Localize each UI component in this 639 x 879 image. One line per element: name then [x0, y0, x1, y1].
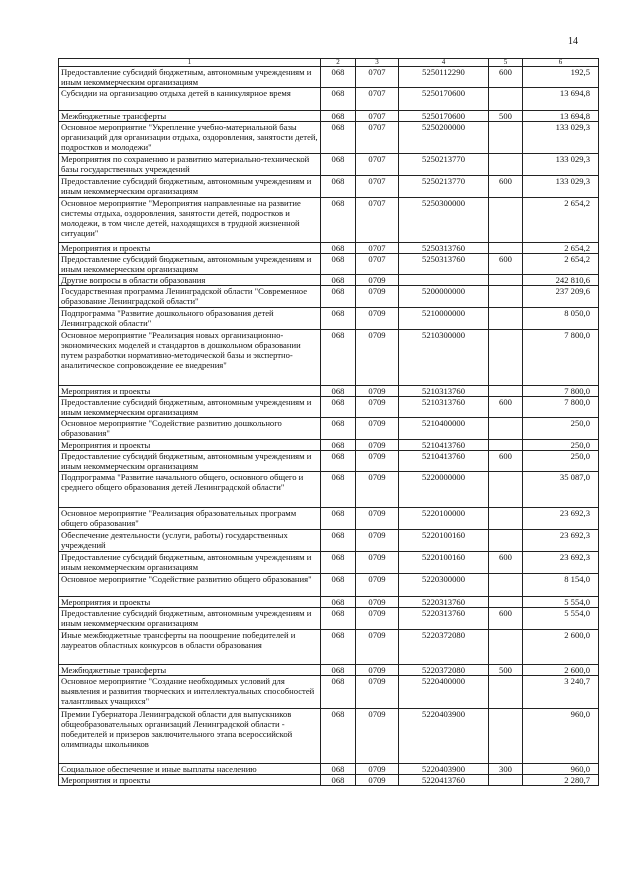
target-code-cell: 5250213770 — [399, 154, 489, 176]
expense-type-cell — [489, 472, 523, 508]
item-name-cell: Социальное обеспечение и иные выплаты населению — [59, 764, 321, 775]
ministry-code-cell: 068 — [321, 472, 356, 508]
amount-cell: 8 050,0 — [523, 308, 599, 330]
target-code-cell: 5250112290 — [399, 67, 489, 88]
expense-type-cell: 600 — [489, 397, 523, 418]
amount-cell: 250,0 — [523, 440, 599, 451]
item-name-cell: Мероприятия и проекты — [59, 597, 321, 608]
expense-type-cell — [489, 243, 523, 254]
target-code-cell — [399, 275, 489, 286]
amount-cell: 13 694,8 — [523, 111, 599, 122]
table-row — [59, 608, 599, 630]
amount-cell: 3 240,7 — [523, 676, 599, 709]
table-row — [59, 418, 599, 440]
table-row — [59, 198, 599, 243]
header-cell: 5 — [489, 59, 523, 67]
section-code-cell: 0709 — [356, 709, 399, 764]
amount-cell: 5 554,0 — [523, 597, 599, 608]
table-row — [59, 397, 599, 418]
expense-type-cell — [489, 198, 523, 243]
amount-cell: 35 087,0 — [523, 472, 599, 508]
target-code-cell: 5210313760 — [399, 397, 489, 418]
ministry-code-cell: 068 — [321, 709, 356, 764]
item-name-cell: Мероприятия и проекты — [59, 440, 321, 451]
target-code-cell: 5220403900 — [399, 764, 489, 775]
target-code-cell: 5220400000 — [399, 676, 489, 709]
table-row — [59, 764, 599, 775]
ministry-code-cell: 068 — [321, 176, 356, 198]
section-code-cell: 0707 — [356, 122, 399, 154]
ministry-code-cell: 068 — [321, 775, 356, 786]
item-name-cell: Государственная программа Ленинградской области "Современное образование Ленинградской области" — [59, 286, 321, 308]
ministry-code-cell: 068 — [321, 111, 356, 122]
table-row — [59, 275, 599, 286]
amount-cell: 192,5 — [523, 67, 599, 88]
section-code-cell: 0709 — [356, 764, 399, 775]
ministry-code-cell: 068 — [321, 154, 356, 176]
table-row — [59, 254, 599, 275]
header-row — [59, 59, 599, 67]
table-row — [59, 775, 599, 786]
expense-type-cell — [489, 630, 523, 665]
expense-type-cell — [489, 709, 523, 764]
ministry-code-cell: 068 — [321, 67, 356, 88]
amount-cell: 242 810,6 — [523, 275, 599, 286]
budget-table — [58, 58, 599, 786]
amount-cell: 250,0 — [523, 451, 599, 472]
section-code-cell: 0709 — [356, 508, 399, 530]
amount-cell: 2 600,0 — [523, 630, 599, 665]
table-row — [59, 630, 599, 665]
target-code-cell: 5210000000 — [399, 308, 489, 330]
ministry-code-cell: 068 — [321, 286, 356, 308]
ministry-code-cell: 068 — [321, 440, 356, 451]
item-name-cell: Основное мероприятие "Реализация образовательных программ общего образования" — [59, 508, 321, 530]
table-row — [59, 597, 599, 608]
expense-type-cell — [489, 440, 523, 451]
target-code-cell: 5220413760 — [399, 775, 489, 786]
ministry-code-cell: 068 — [321, 608, 356, 630]
ministry-code-cell: 068 — [321, 665, 356, 676]
expense-type-cell — [489, 88, 523, 111]
expense-type-cell — [489, 330, 523, 386]
item-name-cell: Предоставление субсидий бюджетным, автономным учреждениям и иным некоммерческим организациям — [59, 552, 321, 574]
ministry-code-cell: 068 — [321, 597, 356, 608]
section-code-cell: 0707 — [356, 67, 399, 88]
section-code-cell: 0707 — [356, 88, 399, 111]
item-name-cell: Иные межбюджетные трансферты на поощрение победителей и лауреатов областных конкурсов в области образования — [59, 630, 321, 665]
amount-cell: 133 029,3 — [523, 122, 599, 154]
amount-cell: 7 800,0 — [523, 397, 599, 418]
ministry-code-cell: 068 — [321, 254, 356, 275]
item-name-cell: Предоставление субсидий бюджетным, автономным учреждениям и иным некоммерческим организациям — [59, 176, 321, 198]
section-code-cell: 0709 — [356, 665, 399, 676]
target-code-cell: 5210413760 — [399, 451, 489, 472]
target-code-cell: 5220100160 — [399, 552, 489, 574]
target-code-cell: 5250200000 — [399, 122, 489, 154]
expense-type-cell: 600 — [489, 451, 523, 472]
target-code-cell: 5210313760 — [399, 386, 489, 397]
amount-cell: 2 654,2 — [523, 198, 599, 243]
amount-cell: 960,0 — [523, 709, 599, 764]
expense-type-cell: 600 — [489, 608, 523, 630]
section-code-cell: 0709 — [356, 597, 399, 608]
item-name-cell: Субсидии на организацию отдыха детей в каникулярное время — [59, 88, 321, 111]
section-code-cell: 0707 — [356, 154, 399, 176]
item-name-cell: Основное мероприятие "Укрепление учебно-материальной базы организаций для организации отдыха, оздоровления, занятости детей, подростков и молодежи" — [59, 122, 321, 154]
section-code-cell: 0709 — [356, 608, 399, 630]
target-code-cell: 5220100000 — [399, 508, 489, 530]
item-name-cell: Основное мероприятие "Создание необходимых условий для выявления и развития творческих и интеллектуальных способностей талантливых учащихся" — [59, 676, 321, 709]
item-name-cell: Межбюджетные трансферты — [59, 111, 321, 122]
section-code-cell: 0709 — [356, 574, 399, 597]
ministry-code-cell: 068 — [321, 386, 356, 397]
ministry-code-cell: 068 — [321, 552, 356, 574]
expense-type-cell — [489, 386, 523, 397]
table-row — [59, 176, 599, 198]
amount-cell: 2 600,0 — [523, 665, 599, 676]
target-code-cell: 5250300000 — [399, 198, 489, 243]
item-name-cell: Предоставление субсидий бюджетным, автономным учреждениям и иным некоммерческим организациям — [59, 608, 321, 630]
section-code-cell: 0709 — [356, 530, 399, 552]
target-code-cell: 5250170600 — [399, 88, 489, 111]
section-code-cell: 0709 — [356, 286, 399, 308]
amount-cell: 2 280,7 — [523, 775, 599, 786]
section-code-cell: 0709 — [356, 386, 399, 397]
item-name-cell: Подпрограмма "Развитие начального общего, основного общего и среднего общего образования детей Ленинградской области" — [59, 472, 321, 508]
amount-cell: 133 029,3 — [523, 154, 599, 176]
section-code-cell: 0709 — [356, 630, 399, 665]
expense-type-cell — [489, 530, 523, 552]
table-row — [59, 330, 599, 386]
table-row — [59, 88, 599, 111]
section-code-cell: 0707 — [356, 254, 399, 275]
table-row — [59, 676, 599, 709]
item-name-cell: Премии Губернатора Ленинградской области для выпускников общеобразовательных организаций Ленинградской области - победителей и призеров заключительного этапа всероссийской олимпиады школьников — [59, 709, 321, 764]
section-code-cell: 0709 — [356, 552, 399, 574]
expense-type-cell: 600 — [489, 552, 523, 574]
target-code-cell: 5220300000 — [399, 574, 489, 597]
amount-cell: 8 154,0 — [523, 574, 599, 597]
table-row — [59, 709, 599, 764]
expense-type-cell — [489, 418, 523, 440]
target-code-cell: 5220100160 — [399, 530, 489, 552]
expense-type-cell — [489, 775, 523, 786]
target-code-cell: 5250313760 — [399, 243, 489, 254]
amount-cell: 23 692,3 — [523, 552, 599, 574]
expense-type-cell: 600 — [489, 67, 523, 88]
expense-type-cell: 600 — [489, 254, 523, 275]
amount-cell: 250,0 — [523, 418, 599, 440]
item-name-cell: Обеспечение деятельности (услуги, работы) государственных учреждений — [59, 530, 321, 552]
target-code-cell: 5220372080 — [399, 665, 489, 676]
item-name-cell: Мероприятия по сохранению и развитию материально-технической базы государственных учреждений — [59, 154, 321, 176]
table-row — [59, 508, 599, 530]
table-row — [59, 286, 599, 308]
target-code-cell: 5220000000 — [399, 472, 489, 508]
item-name-cell: Предоставление субсидий бюджетным, автономным учреждениям и иным некоммерческим организациям — [59, 67, 321, 88]
expense-type-cell: 600 — [489, 176, 523, 198]
expense-type-cell — [489, 597, 523, 608]
table-row — [59, 552, 599, 574]
ministry-code-cell: 068 — [321, 88, 356, 111]
ministry-code-cell: 068 — [321, 308, 356, 330]
amount-cell: 5 554,0 — [523, 608, 599, 630]
amount-cell: 13 694,8 — [523, 88, 599, 111]
expense-type-cell — [489, 574, 523, 597]
header-cell: 4 — [399, 59, 489, 67]
ministry-code-cell: 068 — [321, 574, 356, 597]
section-code-cell: 0709 — [356, 275, 399, 286]
expense-type-cell: 500 — [489, 111, 523, 122]
ministry-code-cell: 068 — [321, 275, 356, 286]
target-code-cell: 5250170600 — [399, 111, 489, 122]
target-code-cell: 5210413760 — [399, 440, 489, 451]
table-row — [59, 472, 599, 508]
target-code-cell: 5200000000 — [399, 286, 489, 308]
target-code-cell: 5210300000 — [399, 330, 489, 386]
section-code-cell: 0709 — [356, 418, 399, 440]
item-name-cell: Предоставление субсидий бюджетным, автономным учреждениям и иным некоммерческим организациям — [59, 451, 321, 472]
section-code-cell: 0707 — [356, 176, 399, 198]
section-code-cell: 0709 — [356, 397, 399, 418]
item-name-cell: Предоставление субсидий бюджетным, автономным учреждениям и иным некоммерческим организациям — [59, 254, 321, 275]
table-row — [59, 665, 599, 676]
target-code-cell: 5250213770 — [399, 176, 489, 198]
target-code-cell: 5220372080 — [399, 630, 489, 665]
expense-type-cell — [489, 308, 523, 330]
ministry-code-cell: 068 — [321, 508, 356, 530]
section-code-cell: 0709 — [356, 676, 399, 709]
expense-type-cell — [489, 508, 523, 530]
section-code-cell: 0709 — [356, 308, 399, 330]
section-code-cell: 0709 — [356, 775, 399, 786]
target-code-cell: 5210400000 — [399, 418, 489, 440]
amount-cell: 7 800,0 — [523, 386, 599, 397]
amount-cell: 237 209,6 — [523, 286, 599, 308]
amount-cell: 7 800,0 — [523, 330, 599, 386]
item-name-cell: Мероприятия и проекты — [59, 243, 321, 254]
item-name-cell: Мероприятия и проекты — [59, 386, 321, 397]
section-code-cell: 0709 — [356, 440, 399, 451]
expense-type-cell — [489, 275, 523, 286]
table-row — [59, 530, 599, 552]
table-row — [59, 308, 599, 330]
header-cell: 2 — [321, 59, 356, 67]
amount-cell: 2 654,2 — [523, 243, 599, 254]
expense-type-cell — [489, 286, 523, 308]
header-cell: 3 — [356, 59, 399, 67]
section-code-cell: 0707 — [356, 111, 399, 122]
table-row — [59, 574, 599, 597]
table-row — [59, 122, 599, 154]
ministry-code-cell: 068 — [321, 330, 356, 386]
ministry-code-cell: 068 — [321, 676, 356, 709]
ministry-code-cell: 068 — [321, 198, 356, 243]
item-name-cell: Основное мероприятие "Мероприятия направленные на развитие системы отдыха, оздоровления, занятости детей, подростков и молодежи, в том числе детей, находящихся в трудной жизненной ситуации" — [59, 198, 321, 243]
item-name-cell: Подпрограмма "Развитие дошкольного образования детей Ленинградской области" — [59, 308, 321, 330]
ministry-code-cell: 068 — [321, 764, 356, 775]
table-row — [59, 154, 599, 176]
ministry-code-cell: 068 — [321, 243, 356, 254]
table-row — [59, 111, 599, 122]
item-name-cell: Межбюджетные трансферты — [59, 665, 321, 676]
expense-type-cell: 300 — [489, 764, 523, 775]
ministry-code-cell: 068 — [321, 530, 356, 552]
section-code-cell: 0709 — [356, 472, 399, 508]
ministry-code-cell: 068 — [321, 397, 356, 418]
item-name-cell: Основное мероприятие "Содействие развитию общего образования" — [59, 574, 321, 597]
target-code-cell: 5220313760 — [399, 608, 489, 630]
ministry-code-cell: 068 — [321, 630, 356, 665]
ministry-code-cell: 068 — [321, 122, 356, 154]
section-code-cell: 0707 — [356, 198, 399, 243]
expense-type-cell: 500 — [489, 665, 523, 676]
item-name-cell: Основное мероприятие "Содействие развитию дошкольного образования" — [59, 418, 321, 440]
amount-cell: 23 692,3 — [523, 508, 599, 530]
section-code-cell: 0707 — [356, 243, 399, 254]
ministry-code-cell: 068 — [321, 451, 356, 472]
table-body — [59, 67, 599, 786]
expense-type-cell — [489, 676, 523, 709]
item-name-cell: Основное мероприятие "Реализация новых организационно-экономических моделей и стандартов в дошкольном образовании путем разработки нормативно-методической базы и экспертно-аналитическое сопровождение ее внедрения" — [59, 330, 321, 386]
header-cell: 1 — [59, 59, 321, 67]
item-name-cell: Мероприятия и проекты — [59, 775, 321, 786]
table-row — [59, 243, 599, 254]
item-name-cell: Другие вопросы в области образования — [59, 275, 321, 286]
amount-cell: 23 692,3 — [523, 530, 599, 552]
table-row — [59, 67, 599, 88]
amount-cell: 2 654,2 — [523, 254, 599, 275]
header-cell: 6 — [523, 59, 599, 67]
section-code-cell: 0709 — [356, 330, 399, 386]
page-number: 14 — [568, 36, 578, 47]
section-code-cell: 0709 — [356, 451, 399, 472]
target-code-cell: 5220313760 — [399, 597, 489, 608]
amount-cell: 960,0 — [523, 764, 599, 775]
target-code-cell: 5220403900 — [399, 709, 489, 764]
expense-type-cell — [489, 154, 523, 176]
ministry-code-cell: 068 — [321, 418, 356, 440]
target-code-cell: 5250313760 — [399, 254, 489, 275]
table-row — [59, 440, 599, 451]
table-row — [59, 451, 599, 472]
expense-type-cell — [489, 122, 523, 154]
table-row — [59, 386, 599, 397]
amount-cell: 133 029,3 — [523, 176, 599, 198]
item-name-cell: Предоставление субсидий бюджетным, автономным учреждениям и иным некоммерческим организациям — [59, 397, 321, 418]
